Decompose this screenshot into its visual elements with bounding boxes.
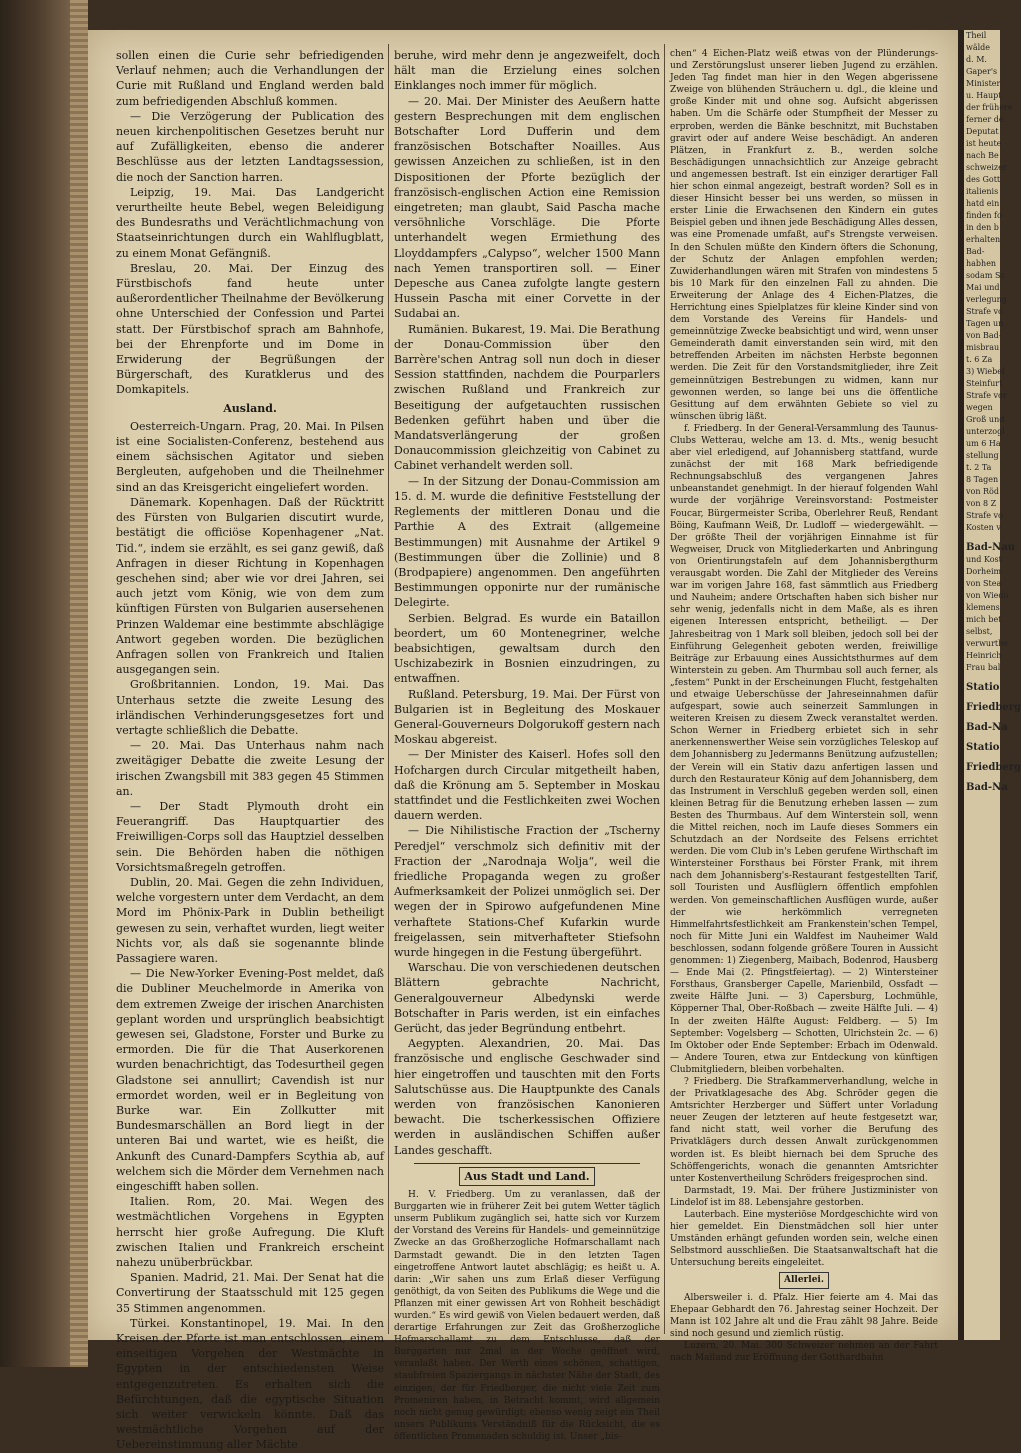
next-page-fragment: verwurthe <box>966 639 1009 648</box>
next-page-fragment: wegen <box>966 403 993 412</box>
next-page-fragment: von Bad- <box>966 331 1002 340</box>
article-text: — Die Nihilistische Fraction der „Tscherny Peredjel“ verschmolz sich definitiv mit der Fraction der „Narodnaja Wolja“, weil die friedliche Propaganda wegen zu großer Aufmerksamkeit der Polizei unmöglich sei. Der wegen der in Spirowo aufgefundenen Mine verhaftete Stations-Chef Kufarkin wurde freigelassen, sein mitverhafteter Stiefsohn wurde hingegen in die Festung übergeführt. <box>394 824 660 959</box>
next-page-fragment: Mai und <box>966 283 1000 292</box>
next-page-fragment: Strafe vo <box>966 307 1003 316</box>
next-page-fragment: t. 6 Za <box>966 355 993 364</box>
next-page-fragment: von 8 Z <box>966 499 997 508</box>
next-page-fragment: Strafe vo <box>966 511 1003 520</box>
next-page-fragment: u. Haupt <box>966 91 1002 100</box>
next-page-fragment: Statio <box>966 682 1000 693</box>
next-page-fragment: ferner de <box>966 115 1004 124</box>
article-text: chen“ 4 Eichen-Platz weiß etwas von der Plünderungs- und Zerstörungslust unserer lieben Jugend zu erzählen. Jeden Tag findet man hier in den Wegen abgerissene Zweige von blühenden Sträuchern u. dgl., die kleine und große Kinder mit und ohne sog. Aufsicht abgerissen haben. Um die Schärfe oder Stumpfheit der Messer zu erproben, werden die Bänke beschnitzt, mit Buchstaben gravirt oder auf andere Weise beschädigt. An anderen Plätzen, in Frankfurt z. B., werden solche Beschädigungen unnachsichtlich zur Anzeige gebracht und angemessen bestraft. Ist ein einziger derartiger Fall hier schon einmal angezeigt, bestraft worden? Soll es in dieser Hinsicht besser bei uns werden, so müssen in erster Linie die Erwachsenen den Kindern ein gutes Beispiel geben und ihnen jede Beschädigung Alles dessen, was eine Promenade umfaßt, auf's Strengste verweisen. In den Schulen müßte den Kindern öfters die Schonung, der Schutz der Anlagen empfohlen werden; Zuwiderhandlungen wären mit Strafen von mindestens 5 bis 10 Mark für den einzelnen Fall zu ahnden. Die Erweiterung der Anlage des 4 Eichen-Platzes, die Herrichtung eines Spielplatzes für kleine Kinder sind von dem Vorstande des Vereins für Handels- und gemeinnützige Zwecke beabsichtigt und wird, wenn unser Gemeinderath damit einverstanden sein wird, mit den betreffenden Arbeiten im nächsten Herbste begonnen werden. Die Zeit für den Vorstandsmitglieder, ihre Zeit gemeinnützigen Bestrebungen zu widmen, kann nur gewonnen werden, so lange bei uns die öffentliche Gesittung auf dem erwähnten Gebiete so viel zu wünschen übrig läßt. <box>670 49 938 422</box>
article-text: — In der Sitzung der Donau-Commission am 15. d. M. wurde die definitive Feststellung der Reglements der mittleren Donau und die Parthie A des Extrait (allgemeine Bestimmungen) mit Ausnahme der Artikel 9 (Bestimmungen über die Zollinie) und 8 (Brodpapiere) angenommen. Den angeführten Bestimmungen opponirte nur der rumänische Delegirte. <box>394 474 660 610</box>
next-page-fragment: habhen <box>966 259 997 268</box>
column-3 <box>670 48 938 1364</box>
next-page-fragment: ist heute <box>966 139 1002 148</box>
next-page-fragment: von Wiedo <box>966 591 1009 600</box>
column-divider <box>388 44 389 1334</box>
section-heading-stadt-land <box>394 1167 660 1186</box>
article-text: Luzern, 20. Mai. 300 Schweizer nehmen an der Fahrt nach Mailand zur Eröffnung der Gotthardbahn <box>670 1340 938 1364</box>
article-text: Darmstadt, 19. Mai. Der frühere Justizminister von Lindelof ist im 88. Lebensjahre gestorben. <box>670 1185 938 1208</box>
next-page-fragment: von Röd <box>966 487 999 496</box>
next-page-fragment: Strafe vor <box>966 391 1007 400</box>
article-text: Türkei. Konstantinopel, 19. Mai. In den Kreisen der Pforte ist man entschlossen, einem einseitigen Vorgehen der Westmächte in Egypten in der entschiedensten Weise entgegenzutreten. Es erhalten sich die Befürchtungen, daß die egyptische Situation sich weiter verwickeln könnte. Daß das westmächtliche Vorgehen auf der Uebereinstimmung aller Mächte <box>116 1316 384 1452</box>
next-page-fragment: nach Be <box>966 151 999 160</box>
article-text: beruhe, wird mehr denn je angezweifelt, doch hält man die Erzielung eines solchen Einklanges noch immer für möglich. <box>394 49 660 93</box>
article-text: Rußland. Petersburg, 19. Mai. Der Fürst von Bulgarien ist in Begleitung des Moskauer General-Gouverneurs Dolgorukoff gestern nach Moskau abgereist. <box>394 687 660 747</box>
next-page-fragment: italienis <box>966 187 999 196</box>
column-1 <box>116 48 384 1453</box>
next-page-fragment: in den b <box>966 223 999 232</box>
next-page-fragment: 3) Wiebel <box>966 367 1005 376</box>
next-page-fragment: misbrau <box>966 343 1000 352</box>
article-text: — Der Stadt Plymouth droht ein Feuerangriff. Das Hauptquartier des Freiwilligen-Corps soll das Hauptziel desselben sein. Die Behörden haben die nöthigen Vorsichtsmaßregeln getroffen. <box>116 799 384 874</box>
article-text: ? Friedberg. Die Strafkammerverhandlung, welche in der Privatklagesache des Abg. Schröder gegen die Amtsrichter Herzberger und Süffert unter Vorladung neuer Zeugen der letzteren auf heute festgesetzt war, fand nicht statt, weil vorher die Berufung des Privatklägers durch dessen Anwalt zurückgenommen worden ist. Es bleibt hiernach bei dem Spruche des Schöffengerichts, wonach die genannten Amtsrichter unter Kostenvertheilung Schröders freigesprochen sind. <box>670 1076 938 1184</box>
next-page-fragment: Bad-Na <box>966 722 1008 733</box>
book-binding <box>0 0 88 1367</box>
next-page-fragment: und Kost <box>966 555 1002 564</box>
next-page-fragment: der frühere <box>966 103 1013 112</box>
next-page-fragment: selbst, <box>966 627 993 636</box>
next-page-fragment: Bad-Na <box>966 782 1008 793</box>
next-page-fragment: erhalten <box>966 235 1001 244</box>
next-page-fragment: Frau bal <box>966 663 1001 672</box>
next-page-fragment: stellung <box>966 451 999 460</box>
article-text: sollen einen die Curie sehr befriedigenden Verlauf nehmen; auch die Verhandlungen der Curie mit Rußland und England werden bald zum befriedigenden Abschluß kommen. <box>116 49 384 108</box>
next-page-fragment: d. M. <box>966 55 987 64</box>
next-page-fragment: um 6 Ha <box>966 439 1001 448</box>
next-page-fragment: Friedberg <box>966 762 1021 773</box>
page-edges <box>70 0 88 1367</box>
next-page-fragment: Heinrich <box>966 651 1002 660</box>
next-page-fragment: Friedberg <box>966 702 1021 713</box>
article-text: Dänemark. Kopenhagen. Daß der Rücktritt des Fürsten von Bulgarien discutirt wurde, bestätigt die officiöse Kopenhagener „Nat. Tid.“, indem sie erzählt, es sei ganz gewiß, daß Anfragen in dieser Richtung in Kopenhagen geschehen sind; aber wie vor drei Jahren, sei auch jetzt vom König, wie von dem zum künftigen Fürsten von Bulgarien ausersehenen Prinzen Waldemar eine bestimmte abschlägige Antwort gegeben worden. Die bezüglichen Anfragen sollen von Frankreich und Italien ausgegangen sein. <box>116 495 384 677</box>
next-page-fragment: von Stea <box>966 579 1002 588</box>
next-page-fragment: Statio <box>966 742 1000 753</box>
next-page-fragment: Groß und <box>966 415 1005 424</box>
next-page-fragment: Bad- <box>966 247 985 256</box>
section-rule <box>414 1163 640 1164</box>
article-text: Oesterreich-Ungarn. Prag, 20. Mai. In Pilsen ist eine Socialisten-Conferenz, bestehend aus einem sächsischen Agitator und sieben Bergleuten, aufgehoben und die Theilnehmer sind an das Kreisgericht eingeliefert worden. <box>116 419 384 494</box>
article-text: Breslau, 20. Mai. Der Einzug des Fürstbischofs fand heute unter außerordentlicher Theilnahme der Bevölkerung ohne Unterschied der Confession und Partei statt. Der Fürstbischof sprach am Bahnhofe, bei der Ehrenpforte und im Dome in Erwiderung der Begrüßungen der Bürgerschaft, des Kuratklerus und des Domkapitels. <box>116 261 384 397</box>
article-text: — 20. Mai. Der Minister des Aeußern hatte gestern Besprechungen mit dem englischen Botschafter Lord Dufferin und dem französischen Botschafter Noailles. Aus gewissen Anzeichen zu schließen, ist in den Dispositionen der Pforte bezüglich der französisch-englischen Action eine Remission eingetreten; man glaubt, Said Pascha mache versöhnliche Vorschläge. Die Pforte unterhandelt wegen Ermiethung des Lloyddampfers „Calypso“, welcher 1500 Mann nach Yemen transportiren soll. — Einer Depesche aus Canea zufolgte langte gestern Hussein Pascha mit einer Corvette in der Sudabai an. <box>394 94 660 321</box>
next-page-strip <box>964 30 1021 1340</box>
next-page-fragment: Gaper's <box>966 67 998 76</box>
article-text: Leipzig, 19. Mai. Das Landgericht verurtheilte heute Bebel, wegen Beleidigung des Bundesraths und Verächtlichmachung von Staatseinrichtungen durch ein Wahlflugblatt, zu einem Monat Gefängniß. <box>116 185 384 260</box>
article-text: Spanien. Madrid, 21. Mai. Der Senat hat die Convertirung der Staatsschuld mit 125 gegen 35 Stimmen angenommen. <box>116 1271 384 1315</box>
next-page-fragment: mich bet <box>966 615 1002 624</box>
next-page-fragment: Minister <box>966 79 1001 88</box>
next-page-fragment: unterzogl <box>966 427 1005 436</box>
next-page-fragment: finden fo <box>966 211 1002 220</box>
article-text: Warschau. Die von verschiedenen deutschen Blättern gebrachte Nachricht, Generalgouverneur Albedynski werde Botschafter in Paris werden, ist ein einfaches Gerücht, das jeder Begründung entbehrt. <box>394 961 660 1035</box>
article-text: — Die Verzögerung der Publication des neuen kirchenpolitischen Gesetzes beruht nur auf Zufälligkeiten, ebenso die anderer Beschlüsse aus der letzten Landtagssession, die noch der Sanction harren. <box>116 109 384 184</box>
article-text: Albersweiler i. d. Pfalz. Hier feierte am 4. Mai das Ehepaar Gebhardt den 76. Jahrestag seiner Hochzeit. Der Mann ist 102 Jahre alt und die Frau zählt 98 Jahre. Beide sind noch gesund und ziemlich rüstig. <box>670 1292 938 1339</box>
article-text: Italien. Rom, 20. Mai. Wegen des westmächtlichen Vorgehens in Egypten herrscht hier große Aufregung. Die Kluft zwischen Italien und Frankreich erscheint nahezu unüberbrückbar. <box>116 1195 384 1270</box>
next-page-fragment: Steinfurt <box>966 379 1003 388</box>
next-page-fragment: Dorheim <box>966 567 1002 576</box>
article-text: f. Friedberg. In der General-Versammlung des Taunus-Clubs Wetterau, welche am 13. d. Mts., wenig besucht aber viel erledigend, auf Johannisberg stattfand, wurde zunächst der mit 168 Mark befriedigende Rechnungsabschluß des vergangenen Jahres unbeanstandet genehmigt. In der hierauf folgenden Wahl wurde der vorjährige Vereinsvorstand: Postmeister Foucar, Bürgermeister Scriba, Oberlehrer Reuß, Rendant Böing, Kaufmann Weiß, Dr. Ludloff — wiedergewählt. — Der größte Theil der vorjährigen Einnahme ist für Wegweiser, Druck von Mitgliederkarten und Anbringung von Orientirungstafeln auf dem Johannisbergthurm verausgabt worden. Die Zahl der Mitglieder des Vereins war im vorigen Jahre 168, fast sämmtlich aus Friedberg und Nauheim; andere Ortschaften haben sich bisher nur sehr wenig, jedenfalls nicht in dem Maße, als es ihren eigenen Interessen entspricht, betheiligt. — Der Jahresbeitrag von 1 Mark soll bleiben, jedoch soll bei der Einführung Gelegenheit geboten werden, freiwillige Beiträge zur Erbauung eines Aussichtsthurmes auf dem Winterstein zu geben. Am Thurmbau soll auch ferner, als „festem“ Punkt in der Erscheinungen Flucht, festgehalten und etwaige Ueberschüsse der Jahreseinnahmen dafür aufgespart, sowie auch seinerzeit Sammlungen in weiteren Kreisen zu diesem Zweck veranstaltet werden. Schon Werner in Friedberg erbietet sich in sehr anerkennenswerther Weise sein vorzügliches Teleskop auf dem Johannisberg zu Jedermanns Benützung aufzustellen; der Verein will ein Stativ dazu anfertigen lassen und durch den Restaurateur König auf dem Johannisberg, dem das Instrument in Verschluß gegeben werden soll, einen kleinen Betrag für die Benutzung erheben lassen — zum Besten des Thurmbaus. Auf dem Winterstein soll, wenn die Mittel reichen, noch im Laufe dieses Sommers ein Schutzdach an der Nordseite des Felsens errichtet werden. Die vom Club in's Leben gerufene Wirthschaft im Wintersteiner Forsthaus bei Förster Frank, mit ihrem nach dem Johannisberg's-Restaurant festgestellten Tarif, soll Touristen und Ausflüglern öffentlich empfohlen werden. Von gemeinschaftlichen Ausflügen wurde, außer der wie herkömmlich verregneten Himmelfahrtsfestlichkeit am Frankenstein'schen Tempel, noch für Mitte Juni ein Waldfest im Nauheimer Wald beschlossen, sodann folgende größere Touren in Aussicht genommen: 1) Ziegenberg, Maibach, Bodenrod, Hausberg — Ende Mai (2. Pfingstfeiertag). — 2) Wintersteiner Forsthaus, Gransberger Capelle, Marienbild, Ossfadt — zweite Hälfte Juni. — 3) Capersburg, Lochmühle, Köpperner Thal, Ober-Roßbach — zweite Hälfte Juli. — 4) In der zweiten Hälfte August: Feldberg. — 5) Im September: Vogelsberg — Schotten, Ulrichstein 2c. — 6) Im Oktober oder Ende September: Erbach im Odenwald. — Andere Touren, etwa zur Entdeckung von künftigen Clubmitgliedern, bleiben vorbehalten. <box>670 423 938 1075</box>
next-page-fragment: Kosten v <box>966 523 1001 532</box>
article-text: Aegypten. Alexandrien, 20. Mai. Das französische und englische Geschwader sind hier eingetroffen und tauschten mit den Forts Salutschüsse aus. Die Hauptpunkte des Canals werden von französischen Kanonieren bewacht. Die tscherkessischen Offiziere werden in ausländischen Schiffen außer Landes geschafft. <box>394 1037 660 1157</box>
next-page-fragment: hatd ein <box>966 199 1000 208</box>
article-text: — 20. Mai. Das Unterhaus nahm nach zweitägiger Debatte die zweite Lesung der irischen Zwangsbill mit 383 gegen 45 Stimmen an. <box>116 739 384 798</box>
heading-box: Allerlei. <box>779 1272 829 1288</box>
next-page-fragment: sodam Sc <box>966 271 1005 280</box>
heading-box: Aus Stadt und Land. <box>459 1167 594 1186</box>
next-page-fragment: verlegung <box>966 295 1007 304</box>
next-page-fragment: des Gott <box>966 175 1001 184</box>
next-page-fragment: schweizer <box>966 163 1007 172</box>
article-text: Dublin, 20. Mai. Gegen die zehn Individuen, welche vorgestern unter dem Verdacht, an dem Mord im Phönix-Park in Dublin betheiligt gewesen zu sein, verhaftet wurden, liegt weiter Nichts vor, als daß sie sogenannte blinde Passagiere waren. <box>116 875 384 965</box>
newspaper-page <box>88 30 958 1452</box>
section-heading-ausland: Ausland. <box>223 401 277 415</box>
next-page-fragment: wälde <box>966 43 991 52</box>
article-text: — Der Minister des Kaiserl. Hofes soll den Hofchargen durch Circular mitgetheilt haben, daß die Krönung am 5. September in Moskau stattfindet und die Festlichkeiten zwei Wochen dauern werden. <box>394 748 660 823</box>
column-divider <box>664 44 665 1334</box>
section-heading-allerlei <box>670 1272 938 1288</box>
article-text: — Die New-Yorker Evening-Post meldet, daß die Dubliner Meuchelmorde in Amerika von dem extremen Zweige der irischen Anarchisten geplant worden und ursprünglich beabsichtigt gewesen sei, Gladstone, Forster und Burke zu ermorden. Die für die That Auserkorenen wurden benachrichtigt, das Todesurtheil gegen Gladstone sei annullirt; Cavendish ist nur ermordet worden, weil er in Begleitung von Burke war. Ein Zollkutter mit Bundesmarschällen an Bord liegt in der unteren Bai und wartet, wie es heißt, die Ankunft des Cunard-Dampfers Scythia ab, auf welchem sich die Mörder dem Vernehmen nach eingeschifft haben sollen. <box>116 967 384 1194</box>
next-page-fragment: t. 2 Ta <box>966 463 992 472</box>
next-page-fragment: 8 Tagen <box>966 475 999 484</box>
article-text: Lauterbach. Eine mysteriöse Mordgeschichte wird von hier gemeldet. Ein Dienstmädchen soll hier unter Umständen erhängt gefunden worden sein, welche einen Selbstmord ausschließen. Die Staatsanwaltschaft hat die Untersuchung bereits eingeleitet. <box>670 1210 938 1269</box>
article-text: Serbien. Belgrad. Es wurde ein Bataillon beordert, um 60 Montenegriner, welche beabsichtigen, gewaltsam durch den Uschizabezirk in Bosnien einzudringen, zu entwaffnen. <box>394 611 660 686</box>
next-page-fragment: Bad-Nau <box>966 542 1015 553</box>
next-page-fragment: Theil <box>966 31 987 40</box>
next-page-fragment: Deputat <box>966 127 999 136</box>
article-text: Großbritannien. London, 19. Mai. Das Unterhaus setzte die zweite Lesung des irländischen Verhinderungsgesetzes fort und vertagte schließlich die Debatte. <box>116 678 384 737</box>
article-text: Rumänien. Bukarest, 19. Mai. Die Berathung der Donau-Commission über den Barrère'schen Antrag soll nun doch in dieser Session stattfinden, nachdem die Pourparlers zwischen Rußland und Frankreich zur Beseitigung der aufgetauchten russischen Bedenken geführt haben und über die Mandatsverlängerung der großen Donaucommission gleichzeitig von Cabinet zu Cabinet verhandelt werden soll. <box>394 322 660 473</box>
article-text: H. V. Friedberg. Um zu veranlassen, daß der Burggarten wie in früherer Zeit bei gutem Wetter täglich unserm Publikum zugänglich sei, hatte sich vor Kurzem der Vorstand des Vereins für Handels- und gemeinnützige Zwecke an das Großherzogliche Hofmarschallamt nach Darmstadt gewandt. Die in den letzten Tagen eingetroffene Antwort lautet abschlägig; es heißt u. A. darin: „Wir sahen uns zum Erlaß dieser Verfügung genöthigt, da von Seiten des Publikums die Wege und die Pflanzen mit einer gewissen Art von Rohheit beschädigt wurden.“ Es wird gewiß von Vielen bedauert werden, daß derartige Erfahrungen zur Zeit das Großherzogliche Hofmarschallamt zu dem Entschlusse, daß der Burggarten nur 2mal in der Woche geöffnet wird, veranlaßt haben. Der Werth eines schönen, schattigen, staubfreien Spaziergangs in nächster Nähe der Stadt, des einzigen, der für Friedberger, die nicht viele Zeit zum Promeniren haben, in Betracht kommt, wird allgemein noch nicht genug gewürdigt; ebenso wenig zeigt ein Theil unsers Publikums Verständniß für die Rücksicht, die es öffentlichen Promenaden schuldig ist. Unser „bis- <box>394 1190 660 1442</box>
next-page-fragment: Tagen un <box>966 319 1004 328</box>
column-2 <box>394 48 660 1443</box>
next-page-fragment: klemens <box>966 603 1000 612</box>
